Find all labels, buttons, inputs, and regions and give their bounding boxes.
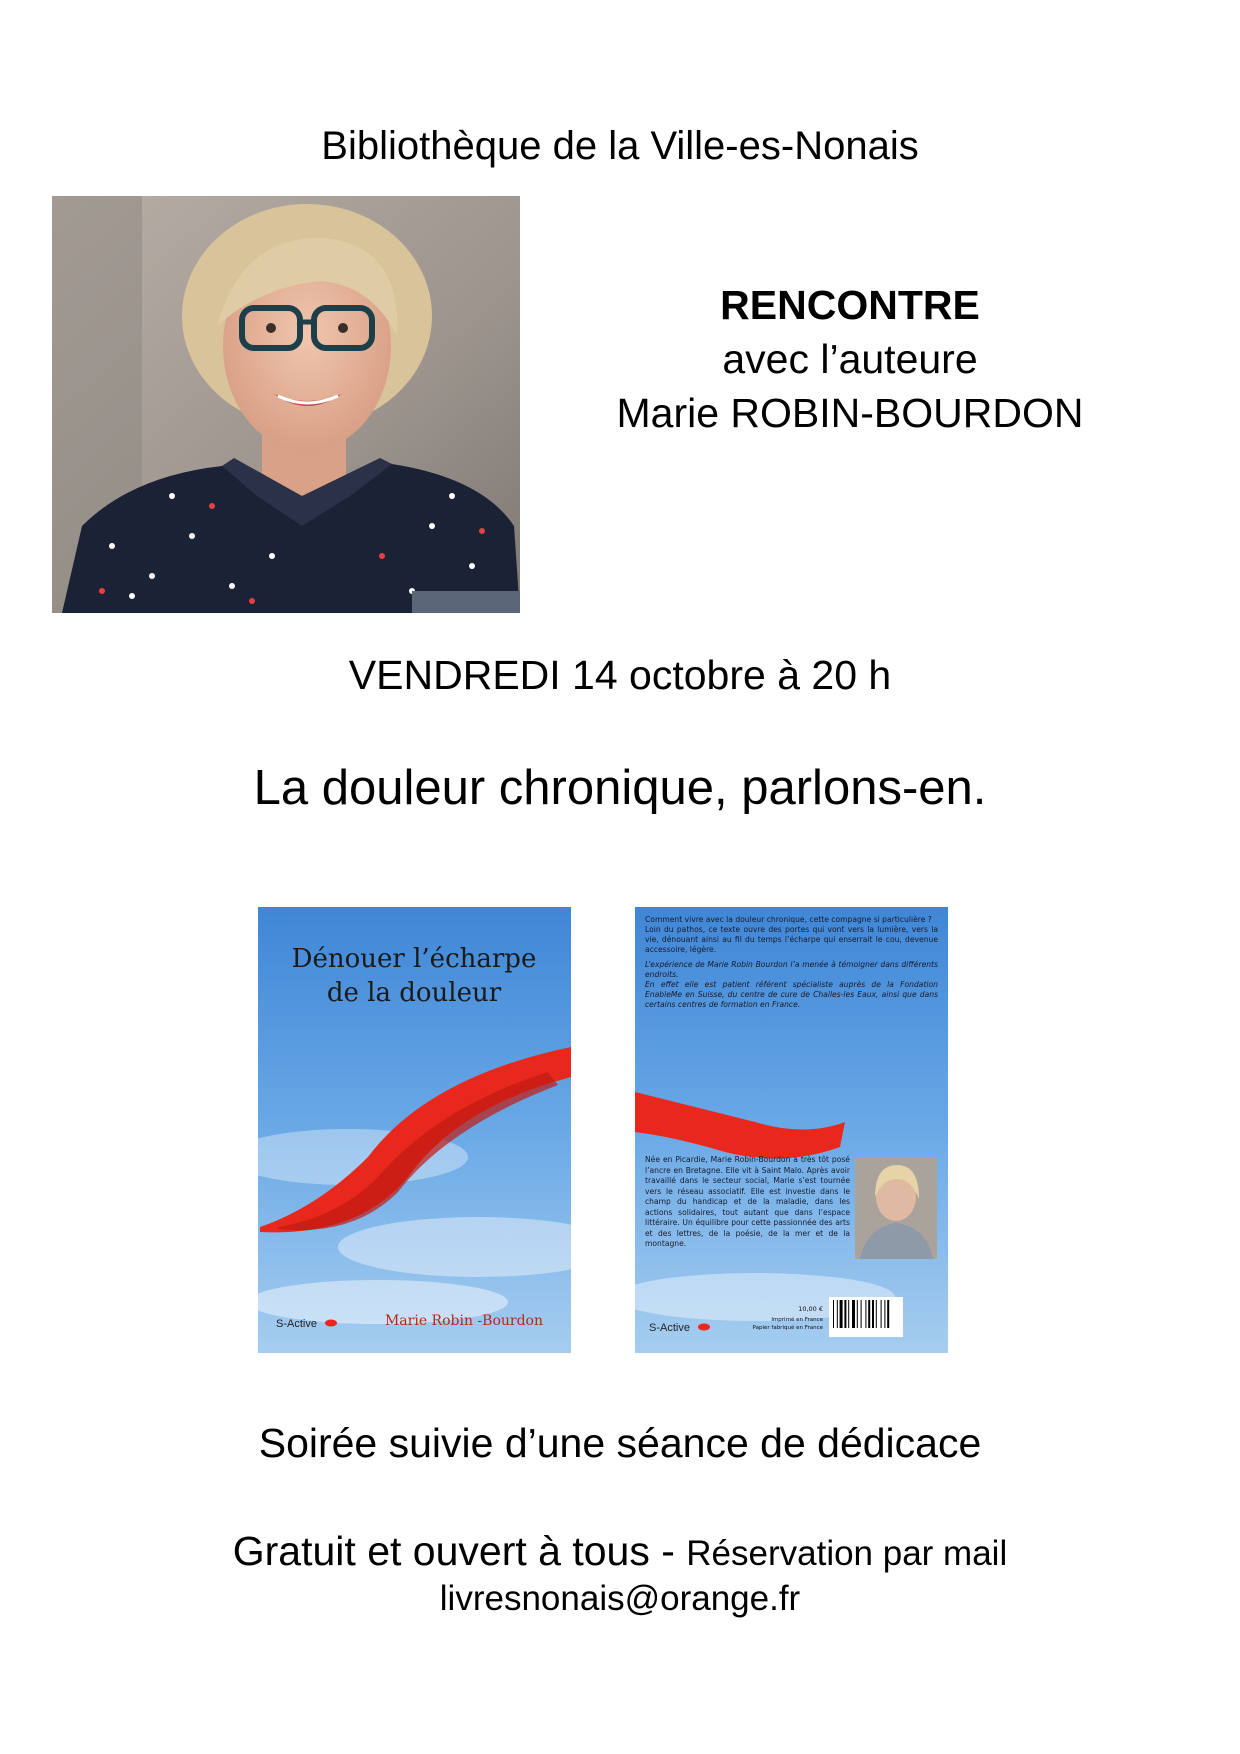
book-front-author: Marie Robin -Bourdon xyxy=(384,1313,543,1329)
book-back-paper: Papier fabriqué en France xyxy=(752,1325,823,1331)
reservation-text: Réservation par mail xyxy=(686,1534,1008,1573)
barcode-icon xyxy=(833,1300,889,1328)
book-front-cover xyxy=(258,907,571,1353)
book-back-blurb-3: L’expérience de Marie Robin Bourdon l’a menée à témoigner dans différents endroits. xyxy=(645,960,938,979)
book-back-blurb-4: En effet elle est patient référent spécialiste auprès de la Fondation EnableMe en Suisse, du centre de cure de Challes-les Eaux, ainsi que dans certains centres de formation en France. xyxy=(645,980,938,1009)
book-front-publisher: S-Active xyxy=(276,1318,317,1330)
author-photo xyxy=(52,196,520,613)
event-type: RENCONTRE xyxy=(720,282,980,328)
book-back-blurb-1: Comment vivre avec la douleur chronique, cette compagne si particulière ? xyxy=(645,915,932,924)
reservation-email[interactable]: livresnonais@orange.fr xyxy=(439,1579,801,1618)
book-front-title-1: Dénouer l’écharpe xyxy=(291,944,537,974)
event-topic: La douleur chronique, parlons-en. xyxy=(253,761,987,815)
book-back-price: 10,00 € xyxy=(798,1305,823,1313)
book-back-cover xyxy=(635,907,948,1353)
book-back-bio: Née en Picardie, Marie Robin-Bourdon a très tôt posé l’ancre en Bretagne. Elle vit à Saint Malo. Après avoir travaillé dans le secteur social, Marie s’est tournée vers le réseau associatif. Elle est investie dans le champ du handicap et de la maladie, dans les actions solidaires, tout autant que dans l’espace littéraire. Un équilibre pour cette passionnée des arts et des lettres, de la poésie, de la mer et de la montagne. xyxy=(645,1155,850,1248)
author-name: Marie ROBIN-BOURDON xyxy=(616,390,1084,436)
book-back-printed: Imprimé en France xyxy=(771,1317,823,1323)
library-name: Bibliothèque de la Ville-es-Nonais xyxy=(321,124,919,168)
event-date: VENDREDI 14 octobre à 20 h xyxy=(348,652,892,698)
book-front-title-2: de la douleur xyxy=(326,978,502,1008)
event-headline xyxy=(520,278,1180,440)
admission-text: Gratuit et ouvert à tous - xyxy=(232,1528,675,1574)
book-back-blurb-2: Loin du pathos, ce texte ouvre des portes qui vont vers la lumière, vers la vie, dénouant ainsi au fil du temps l’écharpe qui enserrait le cou, devenue accessoire, légère. xyxy=(645,925,938,954)
admission-line xyxy=(0,1526,1240,1579)
event-with: avec l’auteure xyxy=(722,336,978,382)
book-back-publisher: S-Active xyxy=(649,1322,690,1334)
signing-note: Soirée suivie d’une séance de dédicace xyxy=(258,1420,982,1466)
